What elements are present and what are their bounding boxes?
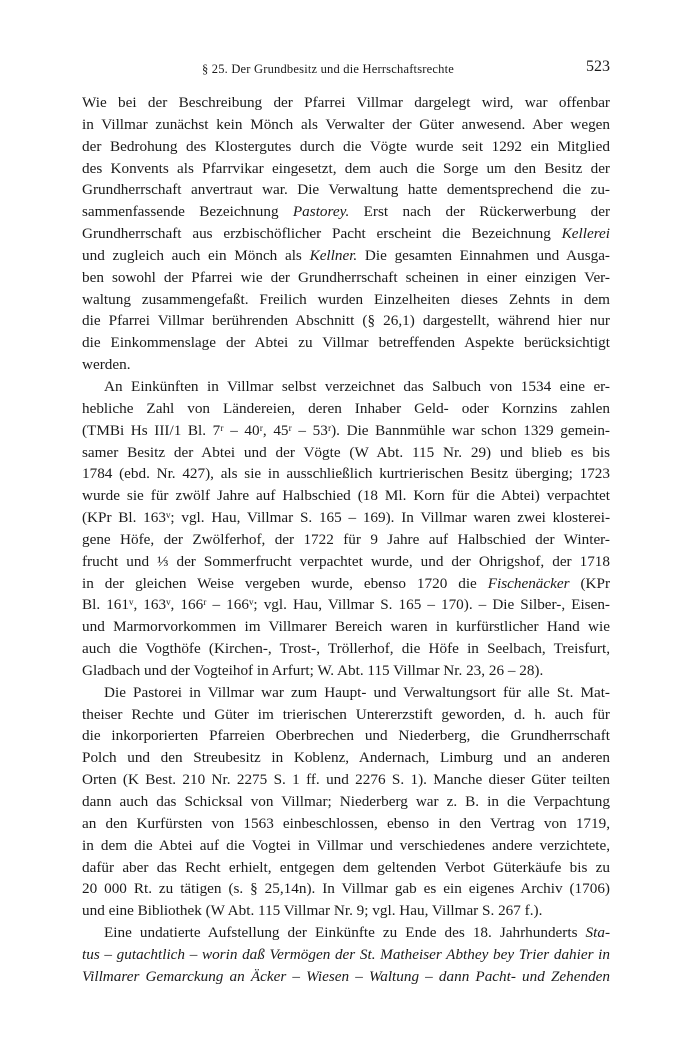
text-segment: ben sowohl der Pfarrei wie der Grundherrschaft scheinen in einer einzigen Ver- (82, 268, 610, 286)
text-line (82, 376, 610, 398)
text-line (82, 310, 610, 332)
text-line (82, 551, 610, 573)
text-segment: dafür aber das Recht erhielt, entgegen dem geltenden Verbot Güterkäufe bis zu (82, 858, 610, 876)
text-line (82, 704, 610, 726)
italic-text: tus – gutachtlich – worin daß Vermögen der St. Matheiser Abthey bey Trier dahier in (82, 945, 610, 963)
text-segment: der Bedrohung des Klostergutes durch die Vögte wurde seit 1292 ein Mitglied (82, 137, 610, 155)
text-segment: waltung zusammengefaßt. Freilich wurden Einzelheiten dieses Zehnts in dem (82, 290, 610, 308)
italic-text: Fischenäcker (487, 574, 570, 592)
text-segment: an den Kurfürsten von 1563 einbeschlossen, ebenso in den Vertrag von 1719, (82, 814, 610, 832)
text-segment: des Konvents als Pfarrvikar eingesetzt, dem auch die Sorge um den Besitz der (82, 159, 610, 177)
text-segment: in der gleichen Weise vergeben wurde, ebenso 1720 die (82, 574, 488, 592)
text-line (82, 966, 610, 988)
text-segment: (KPr Bl. 163ᵛ; vgl. Hau, Villmar S. 165 – 169). In Villmar waren zwei klosterei- (82, 509, 610, 527)
text-segment: und Marmorvorkommen im Villmarer Bereich waren in kurfürstlicher Hand wie (82, 618, 610, 636)
text-line (82, 747, 610, 769)
running-header (82, 58, 610, 82)
text-segment: dann auch das Schicksal von Villmar; Niederberg war z. B. in die Verpachtung (82, 793, 610, 810)
text-segment: Polch und den Streubesitz in Koblenz, Andernach, Limburg und an anderen (82, 749, 610, 767)
text-segment: auch die Vogthöfe (Kirchen-, Trost-, Tröllerhof, die Höfe in Seelbach, Treisfurt, (82, 640, 610, 658)
text-segment: sammenfassende Bezeichnung (82, 203, 293, 221)
text-segment: frucht und ⅓ der Sommerfrucht verpachtet wurde, und der Ohrigshof, der 1718 (82, 552, 610, 570)
text-segment: Gladbach und der Vogteihof in Arfurt; W. Abt. 115 Villmar Nr. 23, 26 – 28). (82, 661, 544, 679)
text-segment: An Einkünften in Villmar selbst verzeichnet das Salbuch von 1534 eine er- (104, 377, 610, 395)
text-line (82, 136, 610, 158)
text-segment: und zugleich auch ein Mönch als (82, 246, 310, 264)
text-segment: hebliche Zahl von Ländereien, deren Inhaber Geld- oder Kornzins zahlen (82, 399, 610, 417)
text-line (82, 420, 610, 442)
text-segment: gene Höfe, der Zwölferhof, der 1722 für 9 Jahre auf Halbschied der Winter- (82, 530, 610, 548)
section-title: § 25. Der Grundbesitz und die Herrschaftsrechte (202, 62, 455, 76)
text-segment: (KPr (569, 574, 610, 592)
text-segment: (TMBi Hs III/1 Bl. 7ʳ – 40ʳ, 45ʳ – 53ʳ). Die Bannmühle war schon 1329 gemein- (82, 421, 610, 439)
text-segment: in Villmar zunächst kein Mönch als Verwalter der Güter anwesend. Aber wegen (82, 115, 610, 133)
text-line (82, 944, 610, 966)
text-segment: Grundherrschaft aus erzbischöflicher Pacht erscheint die Bezeichnung (82, 225, 562, 243)
text-segment: Die Pastorei in Villmar war zum Haupt- und Verwaltungsort für alle St. Mat- (104, 683, 610, 701)
text-segment: Erst nach der Rückerwerbung der (349, 203, 610, 221)
text-line (82, 791, 610, 813)
body-text (82, 92, 610, 988)
text-segment: 20 000 Rt. zu tätigen (s. § 25,14n). In Villmar gab es ein eigenes Archiv (1706) (82, 880, 610, 898)
text-line (82, 573, 610, 595)
text-line (82, 857, 610, 879)
text-line (82, 92, 610, 114)
italic-text: Kellner. (309, 246, 358, 264)
text-line (82, 660, 610, 682)
text-segment: Bl. 161ᵛ, 163ᵛ, 166ʳ – 166ᵛ; vgl. Hau, Villmar S. 165 – 170). – Die Silber-, Eisen- (82, 596, 610, 614)
text-line (82, 507, 610, 529)
text-segment: in dem die Abtei auf die Vogtei in Villmar und verschiedenes andere verzichtete, (82, 836, 610, 854)
text-segment: Eine undatierte Aufstellung der Einkünfte zu Ende des 18. Jahrhunderts (104, 924, 586, 942)
text-line (82, 485, 610, 507)
text-segment: Orten (K Best. 210 Nr. 2275 S. 1 ff. und 2276 S. 1). Manche dieser Güter teilten (82, 771, 610, 789)
text-line (82, 267, 610, 289)
italic-text: Pastorey. (292, 203, 350, 221)
text-line (82, 114, 610, 136)
text-line (82, 900, 610, 922)
text-segment: die Pfarrei Villmar berührenden Abschnitt (§ 26,1) dargestellt, während hier nur (82, 312, 610, 330)
text-segment: Grundherrschaft anvertraut war. Die Verwaltung hatte dementsprechend die zu- (82, 181, 610, 199)
text-line (82, 245, 610, 267)
text-segment: und eine Bibliothek (W Abt. 115 Villmar Nr. 9; vgl. Hau, Villmar S. 267 f.). (82, 902, 543, 920)
text-segment: 1784 (ebd. Nr. 427), als sie in ausschließlich kurtrierischen Besitz überging; 1723 (82, 465, 610, 483)
text-line (82, 223, 610, 245)
text-line (82, 398, 610, 420)
text-segment: wurde sie für zwölf Jahre auf Halbschied (18 Ml. Korn für die Abtei) verpachtet (82, 487, 610, 505)
text-line (82, 289, 610, 311)
text-line (82, 638, 610, 660)
text-line (82, 201, 610, 223)
italic-text: Villmarer Gemarckung an Äcker – Wiesen – Waltung – dann Pacht- und Zehenden (82, 967, 610, 985)
text-line (82, 442, 610, 464)
text-segment: samer Besitz der Abtei und der Vögte (W Abt. 115 Nr. 29) und blieb es bis (82, 443, 610, 461)
text-line (82, 813, 610, 835)
text-line (82, 529, 610, 551)
text-segment: die inkorporierten Pfarreien Oberbrechen und Niederberg, die Grundherrschaft (82, 727, 610, 745)
page-number: 523 (586, 58, 610, 75)
text-line (82, 922, 610, 944)
text-segment: werden. (82, 356, 131, 374)
text-line (82, 616, 610, 638)
text-segment: theiser Rechte und Güter im trierischen Untererzstift geworden, d. h. auch für (82, 705, 610, 723)
text-line (82, 878, 610, 900)
text-line (82, 179, 610, 201)
text-segment: die Einkommenslage der Abtei zu Villmar betreffenden Aspekte berücksichtigt (82, 334, 610, 352)
text-line (82, 332, 610, 354)
text-line (82, 158, 610, 180)
text-line (82, 463, 610, 485)
text-line (82, 594, 610, 616)
text-segment: Wie bei der Beschreibung der Pfarrei Villmar dargelegt wird, war offenbar (82, 94, 610, 111)
text-line (82, 835, 610, 857)
italic-text: Kellerei (561, 225, 610, 243)
text-line (82, 682, 610, 704)
text-segment: Die gesamten Einnahmen und Ausga- (357, 246, 610, 264)
italic-text: Sta- (585, 924, 610, 942)
text-line (82, 769, 610, 791)
text-line (82, 354, 610, 376)
text-line (82, 725, 610, 747)
